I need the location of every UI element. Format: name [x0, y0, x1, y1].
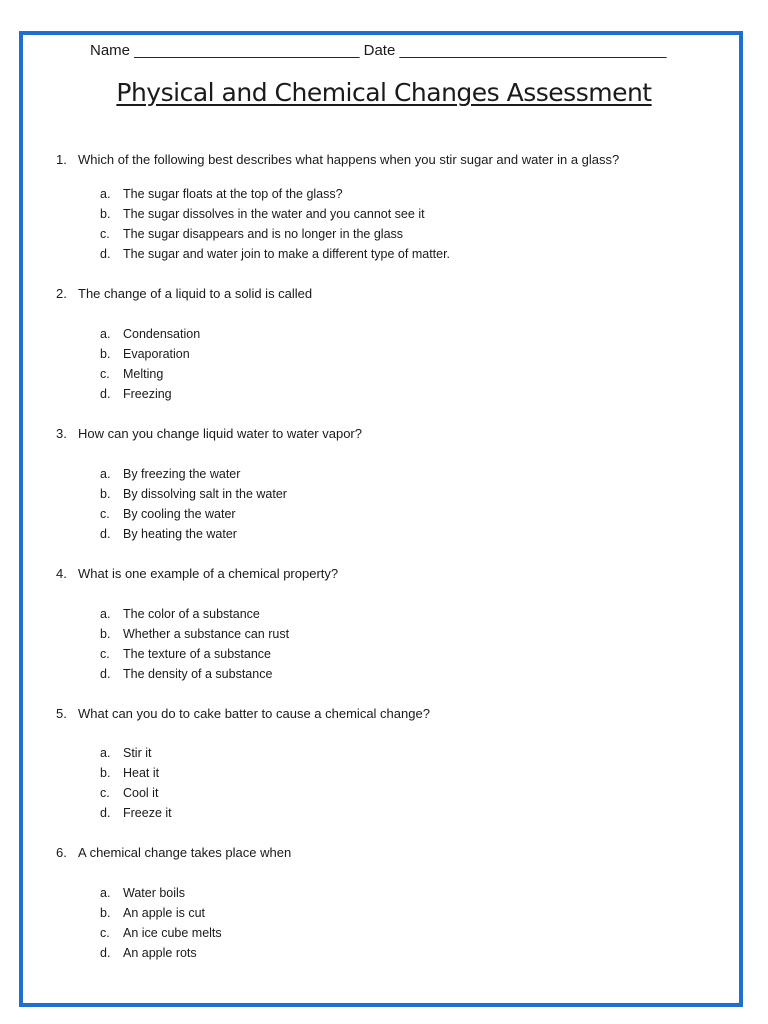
question-6	[56, 845, 291, 860]
option-letter: d.	[100, 667, 111, 681]
question-number: 5.	[56, 706, 67, 721]
option-text: Freezing	[123, 387, 172, 401]
option-letter: b.	[100, 766, 111, 780]
option-a[interactable]	[100, 324, 200, 344]
question-text: The change of a liquid to a solid is called	[78, 286, 313, 301]
option-text: An apple rots	[123, 946, 197, 960]
question-number: 3.	[56, 426, 67, 441]
option-a[interactable]	[100, 743, 172, 763]
option-letter: d.	[100, 946, 111, 960]
name-field[interactable]: ___________________________	[134, 42, 360, 59]
question-text: Which of the following best describes what happens when you stir sugar and water in a glass?	[78, 152, 620, 167]
option-letter: c.	[100, 647, 110, 661]
option-d[interactable]	[100, 244, 450, 264]
option-a[interactable]	[100, 604, 289, 624]
option-letter: d.	[100, 247, 111, 261]
option-b[interactable]	[100, 763, 172, 783]
date-label: Date	[363, 42, 396, 59]
option-c[interactable]	[100, 224, 450, 244]
option-text: The sugar and water join to make a different type of matter.	[123, 247, 451, 261]
option-letter: b.	[100, 627, 111, 641]
question-text: A chemical change takes place when	[78, 845, 292, 860]
option-letter: d.	[100, 527, 111, 541]
option-letter: b.	[100, 906, 111, 920]
option-text: Freeze it	[123, 806, 172, 820]
option-d[interactable]	[100, 384, 200, 404]
option-letter: d.	[100, 806, 111, 820]
option-letter: c.	[100, 367, 110, 381]
option-c[interactable]	[100, 504, 287, 524]
option-text: The density of a substance	[123, 667, 273, 681]
option-letter: a.	[100, 327, 111, 341]
option-text: The color of a substance	[123, 607, 260, 621]
option-letter: a.	[100, 187, 111, 201]
question-text: How can you change liquid water to water vapor?	[78, 426, 362, 441]
option-text: By freezing the water	[123, 467, 241, 481]
question-5-options	[100, 743, 172, 823]
question-3	[56, 426, 362, 441]
option-text: By heating the water	[123, 527, 237, 541]
option-text: The texture of a substance	[123, 647, 272, 661]
option-text: By cooling the water	[123, 507, 236, 521]
option-d[interactable]	[100, 803, 172, 823]
question-text: What can you do to cake batter to cause a chemical change?	[78, 706, 430, 721]
option-text: The sugar floats at the top of the glass?	[123, 187, 343, 201]
option-letter: a.	[100, 746, 111, 760]
question-2-options	[100, 324, 200, 404]
option-letter: c.	[100, 786, 110, 800]
name-date-line	[90, 42, 666, 59]
option-b[interactable]	[100, 484, 287, 504]
option-text: Cool it	[123, 786, 159, 800]
question-number: 4.	[56, 566, 67, 581]
option-d[interactable]	[100, 943, 222, 963]
option-a[interactable]	[100, 883, 222, 903]
option-c[interactable]	[100, 783, 172, 803]
question-4-options	[100, 604, 289, 684]
option-text: By dissolving salt in the water	[123, 487, 287, 501]
name-label: Name	[90, 42, 131, 59]
option-c[interactable]	[100, 923, 222, 943]
option-a[interactable]	[100, 184, 450, 204]
question-1	[56, 152, 619, 167]
option-letter: b.	[100, 347, 111, 361]
option-text: Evaporation	[123, 347, 190, 361]
option-text: Condensation	[123, 327, 201, 341]
option-b[interactable]	[100, 903, 222, 923]
question-text: What is one example of a chemical property?	[78, 566, 339, 581]
question-3-options	[100, 464, 287, 544]
option-b[interactable]	[100, 204, 450, 224]
question-number: 6.	[56, 845, 67, 860]
option-d[interactable]	[100, 524, 287, 544]
option-letter: c.	[100, 507, 110, 521]
question-5	[56, 706, 430, 721]
option-text: Whether a substance can rust	[123, 627, 290, 641]
question-6-options	[100, 883, 222, 963]
option-text: The sugar dissolves in the water and you cannot see it	[123, 207, 425, 221]
page-title: Physical and Chemical Changes Assessment	[116, 78, 652, 107]
option-letter: b.	[100, 207, 111, 221]
option-text: Heat it	[123, 766, 160, 780]
option-b[interactable]	[100, 624, 289, 644]
option-text: Water boils	[123, 886, 186, 900]
option-text: Melting	[123, 367, 164, 381]
option-letter: b.	[100, 487, 111, 501]
option-letter: a.	[100, 467, 111, 481]
option-letter: a.	[100, 886, 111, 900]
option-text: An apple is cut	[123, 906, 205, 920]
question-number: 2.	[56, 286, 67, 301]
option-c[interactable]	[100, 644, 289, 664]
option-letter: d.	[100, 387, 111, 401]
option-letter: c.	[100, 926, 110, 940]
question-number: 1.	[56, 152, 67, 167]
option-c[interactable]	[100, 364, 200, 384]
question-4	[56, 566, 338, 581]
option-d[interactable]	[100, 664, 289, 684]
option-text: An ice cube melts	[123, 926, 222, 940]
option-letter: c.	[100, 227, 110, 241]
option-a[interactable]	[100, 464, 287, 484]
option-text: The sugar disappears and is no longer in the glass	[123, 227, 404, 241]
option-text: Stir it	[123, 746, 152, 760]
option-letter: a.	[100, 607, 111, 621]
question-2	[56, 286, 312, 301]
question-1-options	[100, 184, 450, 264]
date-field[interactable]: ________________________________	[399, 42, 667, 59]
option-b[interactable]	[100, 344, 200, 364]
